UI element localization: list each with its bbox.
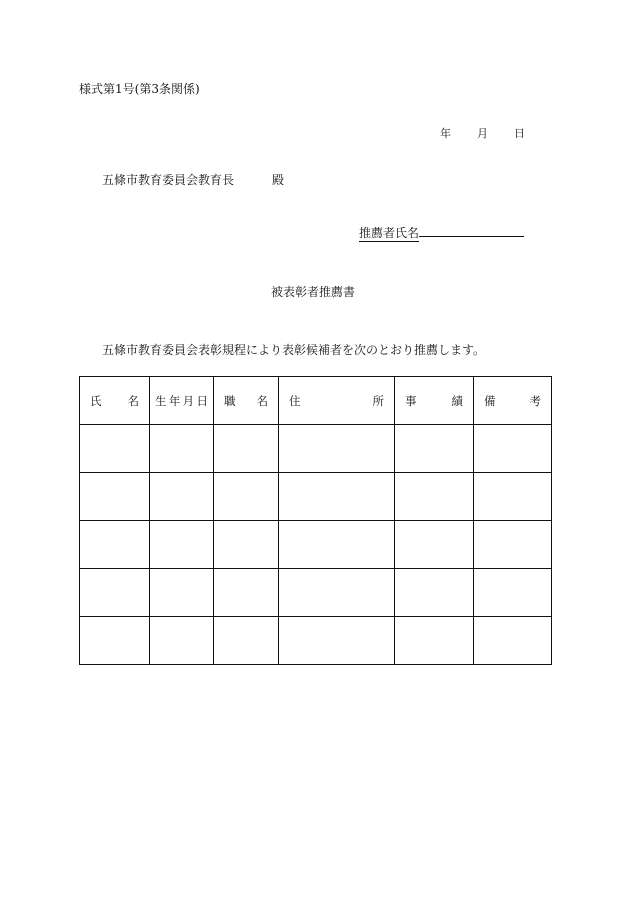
table-cell[interactable] (279, 521, 395, 569)
table-cell[interactable] (395, 569, 474, 617)
header-char: 事 (405, 393, 417, 408)
table-cell[interactable] (279, 617, 395, 665)
header-achievements (395, 377, 474, 425)
table-cell[interactable] (474, 425, 552, 473)
table-cell[interactable] (474, 569, 552, 617)
header-text (395, 393, 473, 409)
header-char: 日 (196, 393, 208, 408)
addressee-name: 五條市教育委員会教育長 (102, 173, 235, 187)
header-char: 生 (155, 393, 167, 408)
header-birthdate (150, 377, 214, 425)
table-cell[interactable] (150, 425, 214, 473)
header-text (474, 393, 551, 409)
table-cell[interactable] (80, 473, 150, 521)
table-cell[interactable] (150, 521, 214, 569)
header-address (279, 377, 395, 425)
header-char: 考 (529, 393, 541, 408)
date-year-label: 年 (440, 127, 451, 140)
header-char: 所 (372, 393, 384, 408)
table-row (80, 569, 552, 617)
table-cell[interactable] (214, 425, 279, 473)
header-text (214, 393, 278, 409)
addressee (102, 171, 284, 188)
table-cell[interactable] (474, 521, 552, 569)
table-cell[interactable] (214, 521, 279, 569)
recommender-signature-line (419, 223, 524, 237)
intro-text: 五條市教育委員会表彰規程により表彰候補者を次のとおり推薦します。 (102, 343, 486, 357)
form-number: 様式第1号(第3条関係) (79, 82, 200, 96)
table-header-row (80, 377, 552, 425)
date-day-label: 日 (514, 127, 525, 140)
table-cell[interactable] (80, 425, 150, 473)
table-row (80, 521, 552, 569)
table-cell[interactable] (395, 617, 474, 665)
header-char: 氏 (90, 393, 102, 408)
table-cell[interactable] (395, 521, 474, 569)
header-char: 職 (224, 393, 236, 408)
table-row (80, 473, 552, 521)
header-char: 備 (484, 393, 496, 408)
table-cell[interactable] (80, 569, 150, 617)
table-cell[interactable] (279, 569, 395, 617)
table-cell[interactable] (80, 521, 150, 569)
table-cell[interactable] (395, 473, 474, 521)
header-char: 名 (127, 393, 139, 408)
document-title: 被表彰者推薦書 (271, 285, 356, 299)
table-cell[interactable] (150, 617, 214, 665)
table-cell[interactable] (80, 617, 150, 665)
table-cell[interactable] (214, 569, 279, 617)
nominee-table (79, 376, 552, 665)
recommender-label: 推薦者氏名 (359, 226, 420, 240)
addressee-honorific: 殿 (272, 173, 285, 187)
date-line (440, 125, 525, 141)
header-char: 名 (256, 393, 268, 408)
header-char: 績 (451, 393, 463, 408)
table-cell[interactable] (214, 617, 279, 665)
table-body (80, 425, 552, 665)
table-cell[interactable] (395, 425, 474, 473)
table-cell[interactable] (150, 473, 214, 521)
table-cell[interactable] (474, 473, 552, 521)
table-row (80, 617, 552, 665)
header-char: 年 (168, 393, 181, 408)
table-row (80, 425, 552, 473)
header-char: 住 (289, 393, 301, 408)
recommender-line (359, 223, 524, 241)
header-text (80, 393, 149, 409)
header-title (214, 377, 279, 425)
header-name (80, 377, 150, 425)
table-cell[interactable] (474, 617, 552, 665)
date-month-label: 月 (477, 127, 488, 140)
table-cell[interactable] (214, 473, 279, 521)
table-cell[interactable] (279, 425, 395, 473)
table-cell[interactable] (279, 473, 395, 521)
header-remarks (474, 377, 552, 425)
header-text (150, 393, 213, 409)
header-char: 月 (182, 393, 195, 408)
header-text (279, 393, 394, 409)
table-cell[interactable] (150, 569, 214, 617)
